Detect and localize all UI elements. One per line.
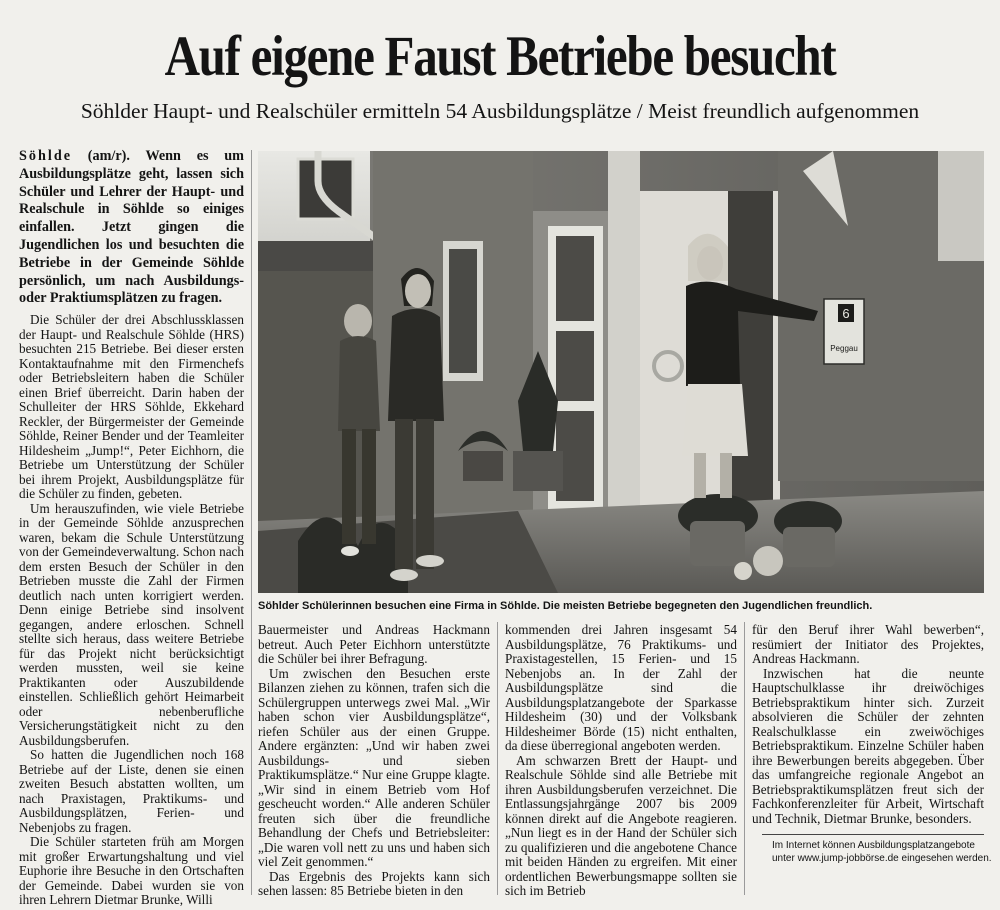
door-number: 6 (842, 306, 850, 321)
body-paragraph: Um herauszufinden, wie viele Betriebe in der Gemeinde Söhlde anzusprechen waren, bekam die Schule Unterstützung von der Gemeindeverwaltung. Schon nach dem ersten Besuch der Schüler in den Betrieben musste die Zahl der Firmen deutlich nach unten korrigiert werden. Denn einige Betriebe sind insolvent gegangen, andere erloschen. Schnell stellte sich heraus, dass weitere Betriebe für das Projekt nicht berücksichtigt werden mussten, weil sie keine Praktikanten oder Auszubildende einstellen. Schließlich gehört Heimarbeit oder nebenberufliche Versicherungstätigkeit nicht zu den Ausbildungsberufen. (19, 500, 244, 748)
body-paragraph: Am schwarzen Brett der Haupt- und Realschule Söhlde sind alle Betriebe mit ihren Ausbildungsberufen verzeichnet. Die Entlassungsjahrgänge 2007 bis 2009 können direkt auf die Angebote reagieren. „Nun liegt es in der Hand der Schüler sich zu qualifizieren und die angebotene Chance mit beiden Händen zu ergreifen. Mit einer ordentlichen Bewerbungsmappe sollten sie sich im Betrieb (505, 752, 737, 898)
body-paragraph: kommenden drei Jahren insgesamt 54 Ausbildungsplätze, 76 Praktikums- und Praxistagestellen, 15 Ferien- und 15 Nebenjobs an. In der Zahl der Ausbildungsplätze sind die Ausbildungsplatzangebote der Sparkasse Hildesheim (30) und der Volksbank Hildesheimer Börde (15) nicht enthalten, da diese überregional angeboten werden. (505, 622, 737, 753)
article-photo (258, 151, 984, 593)
article-column-1 (19, 148, 244, 908)
body-paragraph: Die Schüler starteten früh am Morgen mit großer Erwartungshaltung und viel Euphorie ihre Besuche in den Ortschaften der Gemeinde. Dabei wurden sie von ihren Lehrern Dietmar Brunke, Willi (19, 834, 244, 908)
body-paragraph: Um zwischen den Besuchen erste Bilanzen ziehen zu können, trafen sich die Schülergruppen unterwegs zwei Mal. „Wir haben schon vier Ausbildungsplätze“, riefen Schüler aus der einen Gruppe. Andere ergänzten: „Und wir haben zwei Ausbildungs- und sieben Praktikumsplätze.“ Nur eine Gruppe klagte. „Wir sind in einem Betrieb vom Hof gescheucht worden.“ Alle anderen Schüler freuten sich über die freundliche Behandlung der Chefs und Betriebsleiter: „Die waren voll nett zu uns und haben sich viel Zeit genommen.“ (258, 665, 490, 869)
article-column-4 (752, 623, 984, 826)
lead-text: (am/r). Wenn es um Ausbildungsplätze geht, lassen sich Schüler und Lehrer der Haupt- und Realschule in Söhlde so einiges einfallen. Jetzt gingen die Jugendlichen los und besuchten die Betriebe in der Gemeinde Söhlde persönlich, um nach Ausbildungs- oder Praktiumsplätzen zu fragen. (19, 148, 245, 307)
body-paragraph: Das Ergebnis des Projekts kann sich sehen lassen: 85 Betriebe bieten in den (258, 868, 490, 898)
info-note: Im Internet können Ausbildungsplatzangebote unter www.jump-jobbörse.de eingesehen werden. (772, 840, 992, 864)
body-paragraph: Die Schüler der drei Abschlussklassen der Haupt- und Realschule Söhlde (HRS) besuchten 215 Betriebe. Bei dieser ersten Kontaktaufnahme mit den Firmenchefs oder Betriebsleitern haben die Schüler einen Brief überreicht. Darin haben der Schulleiter der HRS Söhlde, Ekkehard Reckler, der Bürgermeister der Gemeinde Söhlde, Reiner Bender und der Teamleiter Hildesheim „Jump!“, Peter Eichhorn, die Betriebe um Unterstützung der Schüler bei ihrem Projekt, Ausbildungsplätze für die Schüler zu finden, gebeten. (19, 312, 244, 502)
column-divider (744, 622, 745, 895)
photo-caption: Söhlder Schülerinnen besuchen eine Firma in Söhlde. Die meisten Betriebe begegneten den Jugendlichen freundlich. (258, 600, 873, 612)
lead-paragraph (19, 148, 244, 308)
note-divider (762, 834, 984, 835)
column-divider (497, 622, 498, 895)
door-sign-text: Peggau (830, 344, 858, 353)
column-divider (251, 150, 252, 895)
photo-illustration (258, 151, 984, 593)
body-paragraph: So hatten die Jugendlichen noch 168 Betriebe auf der Liste, denen sie einen zweiten Besuch abstatten wollten, um nach Praxistagen, Praktikums- und Ausbildungsplätzen, Ferien- und Nebenjobs zu fragen. (19, 747, 244, 835)
potted-plant (774, 501, 842, 567)
article-column-3 (505, 623, 737, 899)
body-paragraph: für den Beruf ihrer Wahl bewerben“, resümiert der Initiator des Projektes, Andreas Hackmann. (752, 622, 984, 666)
body-paragraph: Bauermeister und Andreas Hackmann betreut. Auch Peter Eichhorn unterstützte die Schüler bei ihrer Befragung. (258, 622, 490, 666)
headline: Auf eigene Faust Betriebe besucht (164, 25, 836, 88)
article-column-2 (258, 623, 490, 899)
dateline: Söhlde (19, 148, 73, 164)
subheadline: Söhlder Haupt- und Realschüler ermitteln 54 Ausbildungsplätze / Meist freundlich aufgenommen (80, 99, 920, 123)
body-paragraph: Inzwischen hat die neunte Hauptschulklasse ihr dreiwöchiges Betriebspraktikum hinter sich. Zurzeit absolvieren die Schüler der zehnten Realschulklasse ein zweiwöchiges Betriebspraktikum. Einzelne Schüler haben ihre Bewerbungen bereits abgegeben. Über das umfangreiche regionale Angebot an Betriebspraktikumsplätzen freut sich der Fachkonferenzleiter für Arbeit, Wirtschaft und Technik, Dietmar Brunke, besonders. (752, 665, 984, 826)
